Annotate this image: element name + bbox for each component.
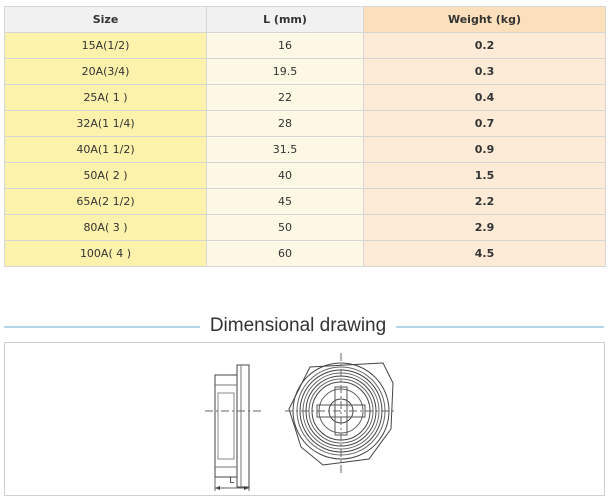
- cell-size: 40A(1 1/2): [5, 137, 207, 163]
- dimensional-drawing: [4, 342, 605, 496]
- cell-size: 25A( 1 ): [5, 85, 207, 111]
- cell-size: 32A(1 1/4): [5, 111, 207, 137]
- cell-length: 28: [207, 111, 364, 137]
- cell-length: 60: [207, 241, 364, 267]
- table-row: [5, 215, 606, 241]
- table-row: [5, 189, 606, 215]
- section-title: Dimensional drawing: [209, 315, 387, 336]
- cell-weight: 4.5: [364, 241, 606, 267]
- side-view: [205, 365, 263, 491]
- technical-drawing-svg: [5, 343, 604, 495]
- cell-weight: 0.4: [364, 85, 606, 111]
- cell-weight: 1.5: [364, 163, 606, 189]
- table-row: [5, 163, 606, 189]
- cell-length: 45: [207, 189, 364, 215]
- spec-table: [4, 6, 606, 267]
- front-view: [285, 353, 397, 475]
- cell-length: 16: [207, 33, 364, 59]
- cell-weight: 2.9: [364, 215, 606, 241]
- section-rule-left: [4, 326, 200, 328]
- table-row: [5, 137, 606, 163]
- cell-length: 40: [207, 163, 364, 189]
- table-row: [5, 241, 606, 267]
- cell-weight: 0.9: [364, 137, 606, 163]
- header-size: Size: [5, 7, 207, 33]
- cell-length: 50: [207, 215, 364, 241]
- cell-size: 20A(3/4): [5, 59, 207, 85]
- table-row: [5, 33, 606, 59]
- section-rule-right: [396, 326, 604, 328]
- cell-size: 15A(1/2): [5, 33, 207, 59]
- cell-weight: 0.7: [364, 111, 606, 137]
- table-header-row: [5, 7, 606, 33]
- cell-size: 65A(2 1/2): [5, 189, 207, 215]
- section-heading: [0, 314, 609, 340]
- cell-weight: 0.2: [364, 33, 606, 59]
- cell-weight: 0.3: [364, 59, 606, 85]
- table-row: [5, 85, 606, 111]
- cell-length: 22: [207, 85, 364, 111]
- table-row: [5, 111, 606, 137]
- cell-size: 80A( 3 ): [5, 215, 207, 241]
- cell-size: 100A( 4 ): [5, 241, 207, 267]
- cell-size: 50A( 2 ): [5, 163, 207, 189]
- cell-weight: 2.2: [364, 189, 606, 215]
- cell-length: 31.5: [207, 137, 364, 163]
- cell-length: 19.5: [207, 59, 364, 85]
- header-length: L (mm): [207, 7, 364, 33]
- table-row: [5, 59, 606, 85]
- dimension-l-label: L: [229, 475, 235, 485]
- header-weight: Weight (kg): [364, 7, 606, 33]
